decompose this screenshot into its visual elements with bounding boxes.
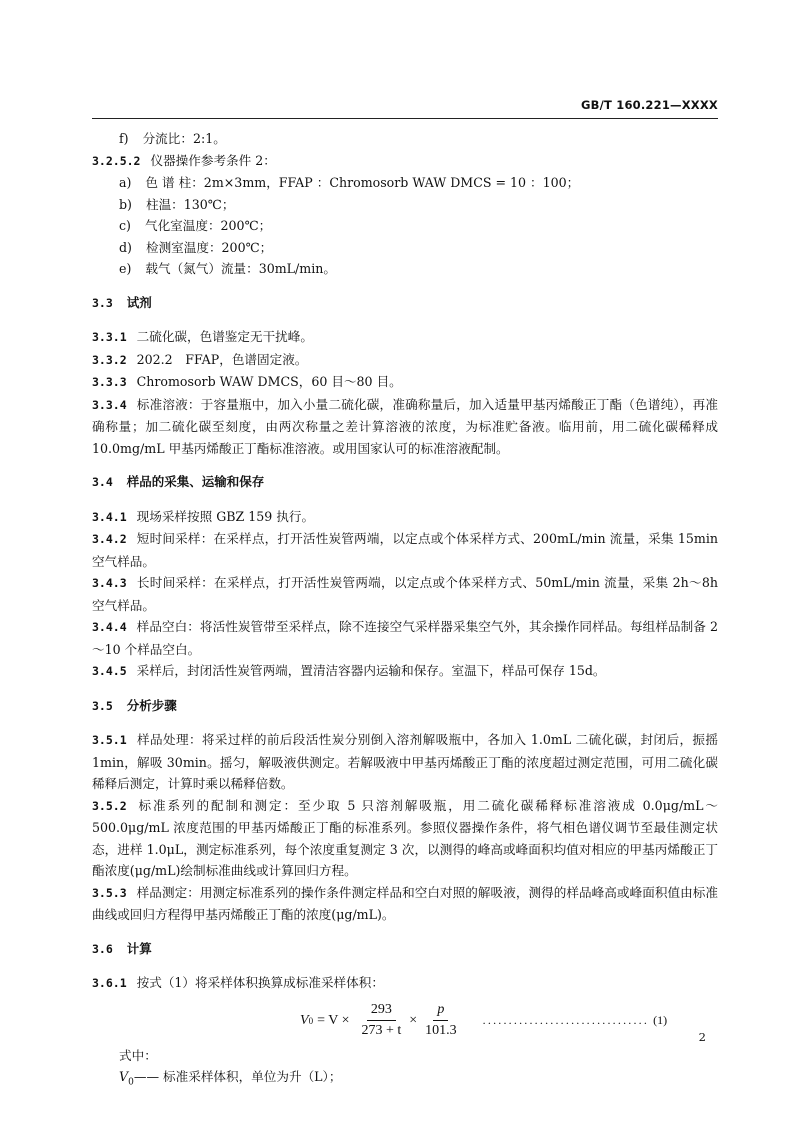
clause-3-4-4 — [92, 616, 718, 660]
clause-3-5-3 — [92, 882, 718, 926]
clause-3-2-5-2 — [92, 150, 718, 173]
section-title: 样品的采集、运输和保存 — [126, 474, 265, 489]
clause-3-3-3 — [92, 371, 718, 394]
condition-item-d — [92, 237, 718, 259]
section-number: 3.3 — [92, 295, 113, 310]
formula-times: × — [409, 1012, 418, 1028]
standard-code: GB/T 160.221—XXXX — [581, 98, 718, 112]
fraction-pressure — [421, 1002, 461, 1039]
clause-text: 202.2 FFAP，色谱固定液。 — [136, 351, 308, 367]
clause-text: 样品空白：将活性炭管带至采样点，除不连接空气采样器采集空气外，其余操作同样品。每组样品制备 2～10 个样品空白。 — [92, 619, 718, 657]
clause-number: 3.5.3 — [92, 885, 127, 900]
clause-text: 标准系列的配制和测定：至少取 5 只溶剂解吸瓶，用二硫化碳稀释标准溶液成 0.0μg/mL～500.0μg/mL 浓度范围的甲基丙烯酸正丁酯的标准系列。参照仪器操作条件，将气相色谱仪调节至最佳测定状态，进样 1.0μL，测定标准系列，每个浓度重复测定 3 次，以测得的峰高或峰面积均值对相应的甲基丙烯酸正丁酯浓度(μg/mL)绘制标准曲线或计算回归方程。 — [92, 797, 718, 878]
clause-text: 短时间采样：在采样点，打开活性炭管两端，以定点或个体采样方式、200mL/min 流量，采集 15min 空气样品。 — [92, 531, 718, 569]
condition-item-f — [92, 128, 718, 150]
formula-lhs-subscript: 0 — [308, 1015, 314, 1026]
section-title: 分析步骤 — [126, 697, 177, 713]
item-label: f) — [119, 131, 129, 146]
page-number: 2 — [698, 1030, 706, 1044]
fraction-temperature — [357, 1002, 405, 1039]
item-text: 柱温：130℃； — [145, 196, 235, 212]
formula-equals: = V × — [317, 1012, 350, 1028]
equation-number: (1) — [653, 1013, 668, 1027]
clause-3-5-2 — [92, 795, 718, 882]
item-text: 气化室温度：200℃； — [144, 218, 272, 233]
fraction-numerator: 293 — [367, 1002, 396, 1021]
item-text: 检测室温度：200℃； — [145, 239, 273, 255]
condition-item-e — [92, 258, 718, 280]
clause-text: 现场采样按照 GBZ 159 执行。 — [136, 508, 315, 524]
clause-text: 样品测定：用测定标准系列的操作条件测定样品和空白对照的解吸液，测得的样品峰高或峰面积值由标准曲线或回归方程得甲基丙烯酸正丁酯的浓度(μg/mL)。 — [92, 884, 718, 922]
clause-number: 3.4.3 — [92, 576, 127, 590]
clause-3-3-1 — [92, 326, 718, 349]
condition-item-c — [92, 215, 718, 237]
clause-number: 3.4.5 — [92, 664, 127, 678]
clause-3-4-5 — [92, 660, 718, 683]
clause-number: 3.4.4 — [92, 620, 127, 634]
clause-number: 3.5.2 — [92, 798, 127, 813]
clause-3-3-4 — [92, 394, 718, 460]
clause-number: 3.3.1 — [92, 330, 127, 344]
clause-number: 3.6.1 — [92, 976, 127, 990]
item-label: d) — [119, 239, 132, 255]
clause-text: 采样后，封闭活性炭管两端，置清洁容器内运输和保存。室温下，样品可保存 15d。 — [136, 663, 606, 678]
clause-number: 3.5.1 — [92, 733, 127, 747]
fraction-numerator: p — [433, 1002, 448, 1021]
clause-3-4-3 — [92, 572, 718, 616]
item-label: a) — [119, 175, 132, 190]
item-label: b) — [119, 196, 132, 212]
clause-title: 仪器操作参考条件 2： — [150, 152, 276, 168]
variable-definition-v0 — [92, 1066, 718, 1094]
section-heading-3-4 — [92, 471, 718, 494]
clause-3-4-1 — [92, 506, 718, 529]
fraction-denominator: 101.3 — [425, 1023, 457, 1038]
leader-dots: ................................ — [482, 1013, 650, 1027]
clause-number: 3.3.2 — [92, 352, 127, 367]
clause-3-6-1 — [92, 972, 718, 995]
formula-1 — [92, 997, 718, 1045]
item-label: e) — [119, 261, 132, 276]
clause-number: 3.4.2 — [92, 532, 127, 546]
definition-dash: —— — [133, 1069, 160, 1084]
item-text: 分流比：2:1。 — [142, 131, 226, 146]
where-label: 式中： — [119, 1047, 157, 1063]
formula-lhs: V — [300, 1012, 309, 1028]
clause-number: 3.3.4 — [92, 397, 127, 412]
section-title: 计算 — [126, 940, 152, 956]
section-heading-3-6 — [92, 938, 718, 961]
condition-item-a — [92, 172, 718, 194]
section-number: 3.4 — [92, 475, 113, 489]
section-title: 试剂 — [126, 294, 152, 310]
clause-number: 3.2.5.2 — [92, 153, 141, 168]
clause-text: 标准溶液：于容量瓶中，加入小量二硫化碳，准确称量后，加入适量甲基丙烯酸正丁酯（色谱纯），再准确称量；加二硫化碳至刻度，由两次称量之差计算溶液的浓度，为标准贮备液。临用前，用二硫化碳稀释成 10.0mg/mL 甲基丙烯酸正丁酯标准溶液。或用国家认可的标准溶液配制。 — [92, 396, 718, 456]
condition-item-b — [92, 194, 718, 216]
section-number: 3.6 — [92, 941, 113, 956]
item-text: 色 谱 柱：2m×3mm，FFAP ：Chromosorb WAW DMCS = 10 ：100； — [145, 175, 580, 190]
clause-number: 3.3.3 — [92, 375, 127, 389]
clause-text: Chromosorb WAW DMCS，60 目～80 目。 — [136, 374, 402, 389]
header-rule — [92, 118, 718, 119]
clause-text: 按式（1）将采样体积换算成标准采样体积： — [136, 975, 384, 990]
section-number: 3.5 — [92, 698, 113, 713]
variable-symbol: V — [119, 1069, 129, 1084]
item-label: c) — [119, 218, 131, 233]
variable-definition: 标准采样体积，单位为升（L）； — [163, 1069, 342, 1084]
clause-text: 二硫化碳，色谱鉴定无干扰峰。 — [136, 329, 313, 344]
fraction-denominator: 273 + t — [361, 1023, 402, 1038]
clause-3-5-1 — [92, 729, 718, 795]
clause-text: 样品处理：将采过样的前后段活性炭分别倒入溶剂解吸瓶中，各加入 1.0mL 二硫化碳，封闭后，振摇 1min，解吸 30min。摇匀，解吸液供测定。若解吸液中甲基丙烯酸正丁酯的浓度超过测定范围，可用二硫化碳稀释后测定，计算时乘以稀释倍数。 — [92, 732, 718, 791]
clause-number: 3.4.1 — [92, 509, 127, 524]
clause-3-4-2 — [92, 528, 718, 572]
clause-text: 长时间采样：在采样点，打开活性炭管两端，以定点或个体采样方式、50mL/min 流量，采集 2h～8h 空气样品。 — [92, 575, 718, 613]
document-body — [92, 128, 718, 1094]
section-heading-3-3 — [92, 292, 718, 315]
item-text: 载气（氮气）流量：30mL/min。 — [145, 261, 336, 276]
variable-subscript: 0 — [128, 1077, 134, 1088]
section-heading-3-5 — [92, 695, 718, 718]
clause-3-3-2 — [92, 349, 718, 372]
